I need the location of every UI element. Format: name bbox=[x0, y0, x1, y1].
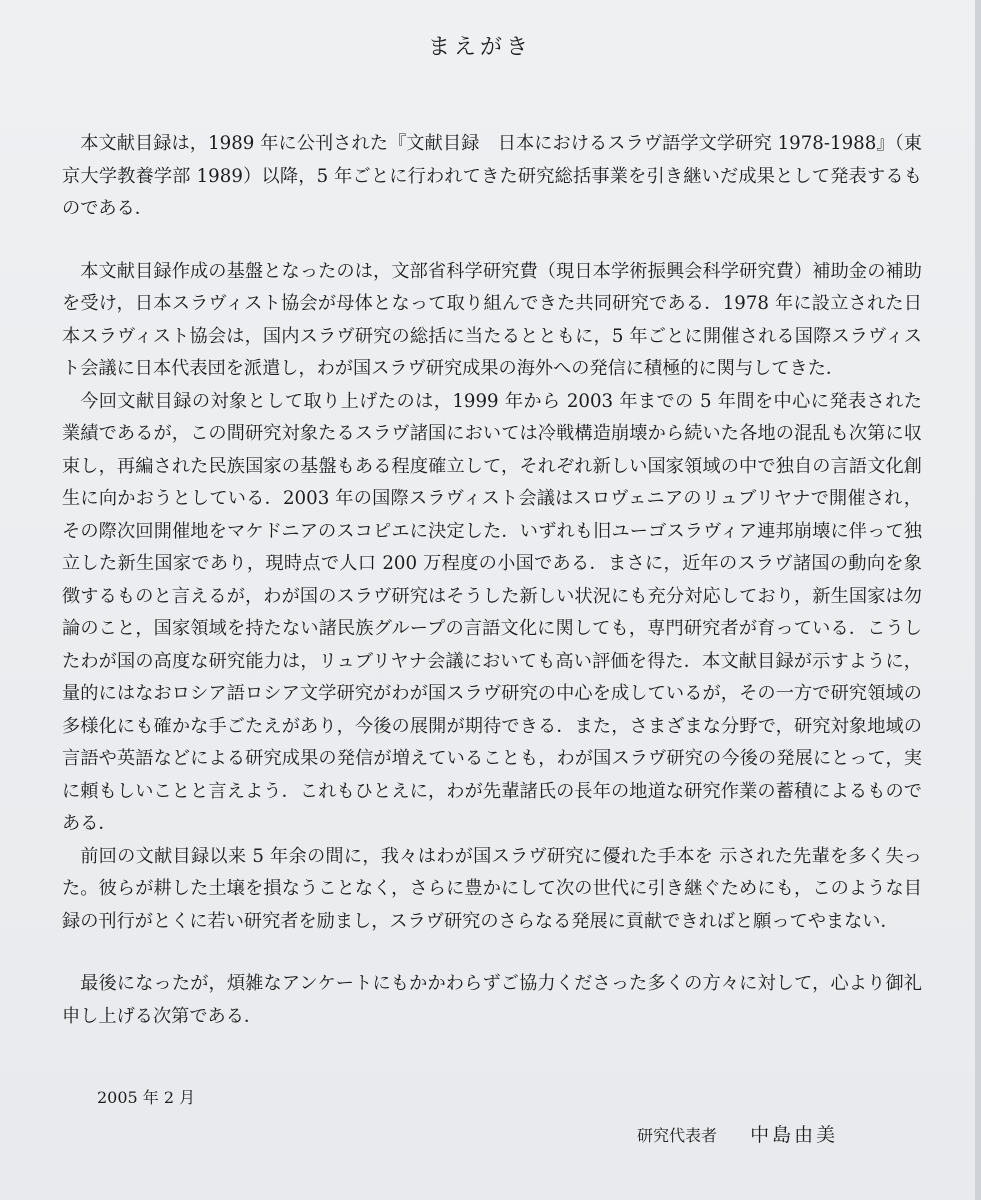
date: 2005 年 2 月 bbox=[97, 1088, 196, 1107]
paragraph-gap bbox=[62, 938, 922, 968]
paragraph-4: 前回の文献目録以来 5 年余の間に，我々はわが国スラヴ研究に優れた手本を 示された先輩を多く失った。彼らが耕した土壌を損なうことなく，さらに豊かにして次の世代に引き継ぐためにも，このような目録の刊行がとくに若い研究者を励まし，スラヴ研究のさらなる発展に貢献できればと願ってやまない． bbox=[62, 845, 922, 932]
signature-name: 中島由美 bbox=[750, 1124, 839, 1146]
paragraph-1: 本文献目録は，1989 年に公刊された『文献目録 日本におけるスラヴ語学文学研究 1978-1988』（東京大学教養学部 1989）以降，5 年ごとに行われてきた研究総括事業を引き継いだ成果として発表するものである． bbox=[62, 133, 922, 219]
paragraph-3: 今回文献目録の対象として取り上げたのは，1999 年から 2003 年までの 5 年間を中心に発表された業績であるが，この間研究対象たるスラヴ諸国においては冷戦構造崩壊から続いた各地の混乱も次第に収束し，再編された民族国家の基盤もある程度確立して，それぞれ新しい国家領域の中で独自の言語文化創生に向かおうとしている．2003 年の国際スラヴィスト会議はスロヴェニアのリュブリヤナで開催され，その際次回開催地をマケドニアのスコピエに決定した．いずれも旧ユーゴスラヴィア連邦崩壊に伴って独立した新生国家であり，現時点で人口 200 万程度の小国である．まさに，近年のスラヴ諸国の動向を象徴するものと言えるが，わが国のスラヴ研究はそうした新しい状況にも充分対応しており，新生国家は勿論のこと，国家領域を持たない諸民族グループの言語文化に関しても，専門研究者が育っている．こうしたわが国の高度な研究能力は，リュブリヤナ会議においても高い評価を得た．本文献目録が示すように，量的にはなおロシア語ロシア文学研究がわが国スラヴ研究の中心を成しているが，その一方で研究領域の多様化にも確かな手ごたえがあり，今後の展開が期待できる．また，さまざまな分野で，研究対象地域の言語や英語などによる研究成果の発信が増えていることも，わが国スラヴ研究の今後の発展にとって，実に頼もしいことと言えよう．これもひとえに，わが先輩諸氏の長年の地道な研究作業の蓄積によるものである． bbox=[62, 390, 922, 834]
paragraph-gap bbox=[62, 226, 922, 256]
signature-role: 研究代表者 bbox=[637, 1126, 718, 1145]
signature bbox=[637, 1120, 838, 1147]
document-body bbox=[62, 128, 922, 1033]
page-title: まえがき bbox=[427, 35, 532, 60]
paragraph-2: 本文献目録作成の基盤となったのは，文部省科学研究費（現日本学術振興会科学研究費）補助金の補助を受け，日本スラヴィスト協会が母体となって取り組んできた共同研究である．1978 年に設立された日本スラヴィスト協会は，国内スラヴ研究の総括に当たるとともに，5 年ごとに開催される国際スラヴィスト会議に日本代表団を派遣し，わが国スラヴ研究成果の海外への発信に積極的に関与してきた． bbox=[62, 260, 922, 379]
paragraph-5: 最後になったが，煩雑なアンケートにもかかわらずご協力くださった多くの方々に対して，心より御礼申し上げる次第である． bbox=[62, 973, 922, 1027]
